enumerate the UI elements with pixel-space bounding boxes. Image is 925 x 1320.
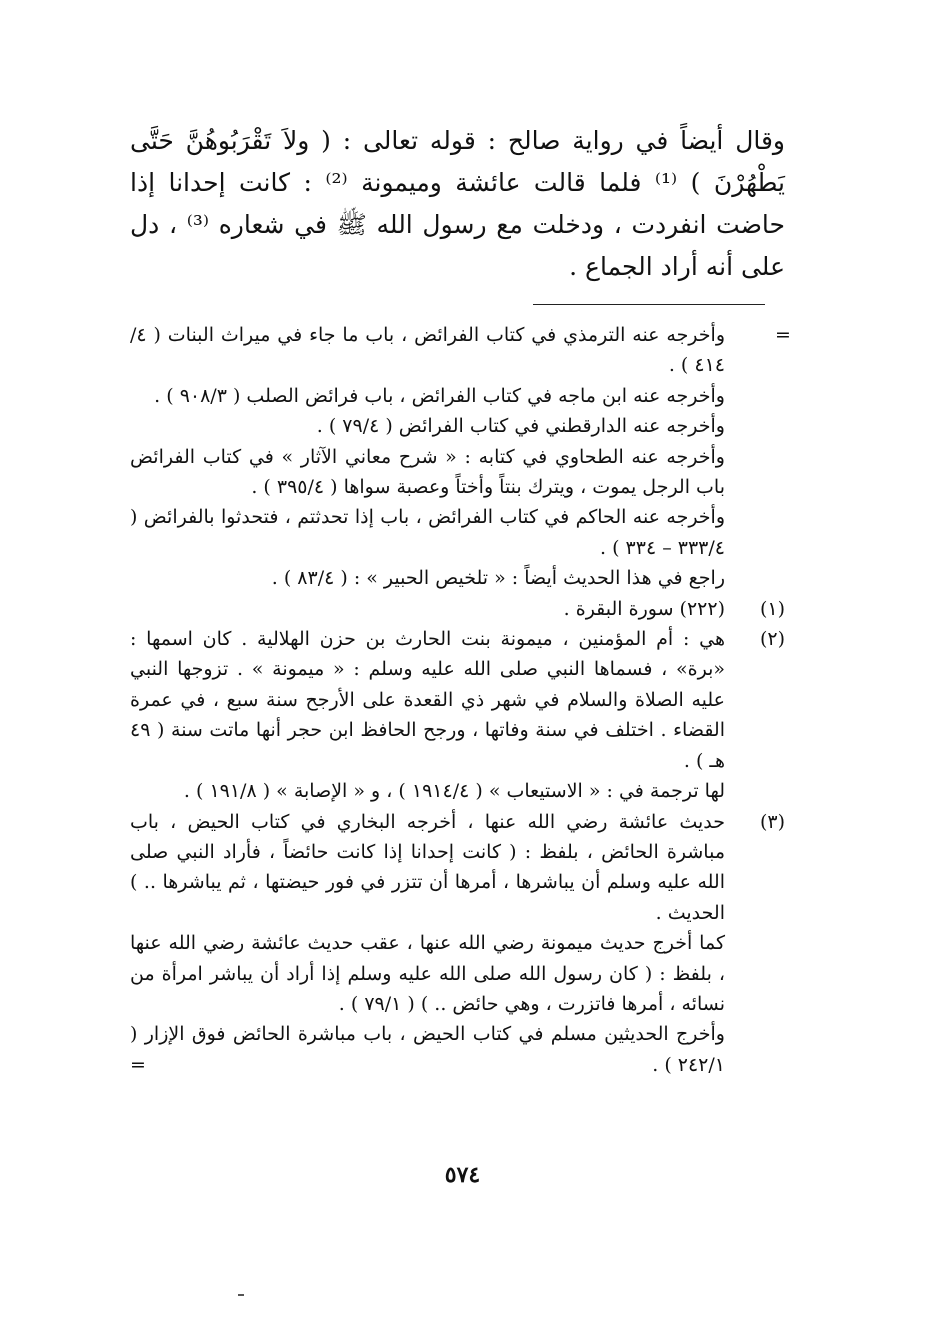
page-number: ٥٧٤ <box>444 1162 481 1188</box>
scan-speck <box>238 1294 244 1296</box>
footnote-number: (١) <box>759 597 785 620</box>
footnotes-section <box>130 320 791 1080</box>
continued-footnote <box>130 320 791 594</box>
footnote-paragraph: (٢٢٢) سورة البقرة . <box>563 597 725 620</box>
main-paragraph: وقال أيضاً في رواية صالح : قوله تعالى : ( ولاَ تَقْرَبُوهُنَّ حَتَّى يَطْهُرْنَ ) ⁽¹⁾ فلما قالت عائشة وميمونة ⁽²⁾ : كانت إحدانا إذا حاضت انفردت ، ودخلت مع رسول الله ﷺ في شعاره ⁽³⁾ ، دل على أنه أراد الجماع . <box>130 126 785 281</box>
continued-line: وأخرجه عنه الحاكم في كتاب الفرائض ، باب إذا تحدثتم ، فتحدثوا بالفرائض ( ٣٣٣/٤ – ٣٣٤ ) . <box>130 506 725 559</box>
end-continuation-mark: = <box>130 1053 146 1076</box>
footnote-separator <box>533 304 765 305</box>
continued-line: وأخرجه عنه الدارقطني في كتاب الفرائض ( ٧٩/٤ ) . <box>316 415 725 438</box>
footnote-paragraph: وأخرج الحديثين مسلم في كتاب الحيض ، باب مباشرة الحائض فوق الإزار ( ٢٤٢/١ ) . <box>130 1023 725 1076</box>
continued-line: وأخرجه عنه ابن ماجه في كتاب الفرائض ، باب فرائض الصلب ( ٩٠٨/٣ ) . <box>154 384 725 407</box>
footnote-1 <box>130 594 785 624</box>
footnote-number: (٢) <box>759 628 785 651</box>
continued-line: راجع في هذا الحديث أيضاً : « تلخيص الحبير » : ( ٨٣/٤ ) . <box>271 567 725 590</box>
continuation-mark: = <box>775 324 791 346</box>
footnote-number: (٣) <box>759 810 785 833</box>
continued-line: وأخرجه عنه الترمذي في كتاب الفرائض ، باب ما جاء في ميراث البنات ( ٤/ ٤١٤ ) . <box>130 324 725 377</box>
footnote-paragraph: هي : أم المؤمنين ، ميمونة بنت الحارث بن حزن الهلالية . كان اسمها : «برة» ، فسماها النبي صلى الله عليه وسلم : « ميمونة » . تزوجها النبي عليه الصلاة والسلام في شهر ذي القعدة على الأرجح سنة سبع ، في عمرة القضاء . اختلف في سنة وفاتها ، ورجح الحافظ ابن حجر أنها ماتت سنة ( ٤٩ هـ ) . <box>130 628 725 772</box>
footnote-paragraph: حديث عائشة رضي الله عنها ، أخرجه البخاري في كتاب الحيض ، باب مباشرة الحائض ، بلفظ : ( كانت إحدانا إذا كانت حائضاً ، فأراد النبي صلى الله عليه وسلم أن يباشرها ، أمرها أن تتزر في فور حيضتها ، ثم يباشرها .. ) الحديث . <box>130 810 725 924</box>
footnote-2 <box>130 624 785 806</box>
footnote-paragraph: كما أخرج حديث ميمونة رضي الله عنها ، عقب حديث عائشة رضي الله عنها ، بلفظ : ( كان رسول الله صلى الله عليه وسلم إذا أراد أن يباشر امرأة من نسائه ، أمرها فاتزرت ، وهي حائض .. ) ( ٧٩/١ ) . <box>130 932 725 1015</box>
footnote-3 <box>130 807 785 1081</box>
main-body-text <box>130 120 785 288</box>
continued-line: وأخرجه عنه الطحاوي في كتابه : « شرح معاني الآثار » في كتاب الفرائض باب الرجل يموت ، ويترك بنتاً وأختاً وعصبة سواها ( ٣٩٥/٤ ) . <box>130 445 725 499</box>
footnote-paragraph: لها ترجمة في : « الاستيعاب » ( ١٩١٤/٤ ) ، و « الإصابة » ( ١٩١/٨ ) . <box>183 780 725 803</box>
